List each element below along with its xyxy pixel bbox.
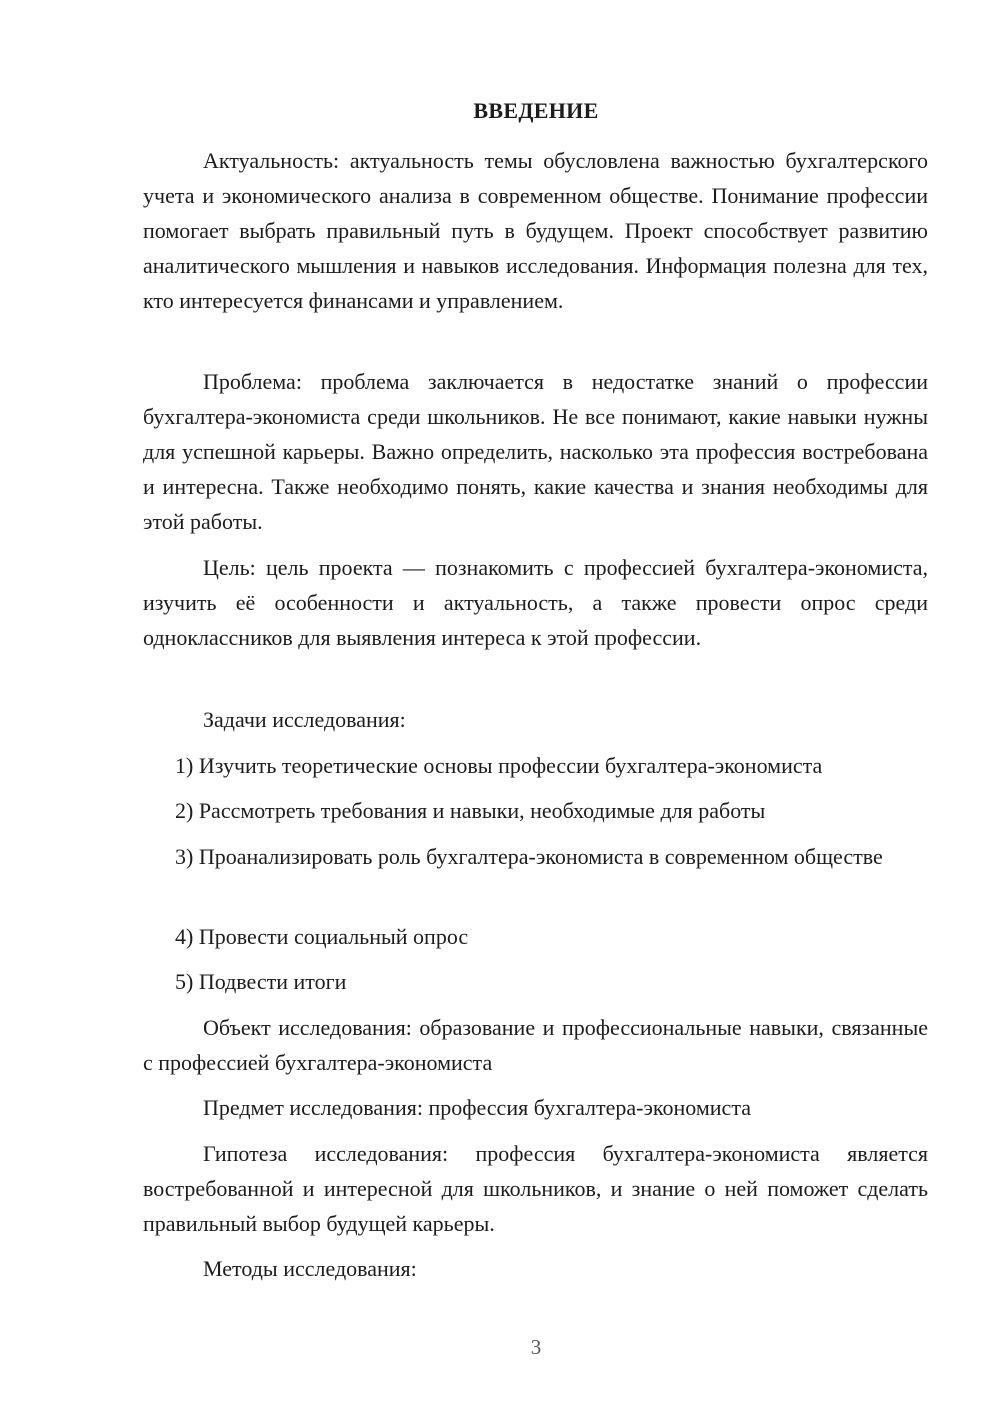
paragraph-methods-heading: Методы исследования: (203, 1256, 417, 1281)
task-item-1: 1) Изучить теоретические основы профессии бухгалтера-экономиста (175, 753, 823, 778)
paragraph-tasks-heading: Задачи исследования: (203, 707, 406, 732)
paragraph-goal: Цель: цель проекта — познакомить с профессией бухгалтера-экономиста, изучить её особенности и актуальность, а также провести опрос среди одноклассников для выявления интереса к этой профессии. (143, 555, 928, 650)
paragraph-relevance: Актуальность: актуальность темы обусловлена важностью бухгалтерского учета и экономического анализа в современном обществе. Понимание профессии помогает выбрать правильный путь в будущем. Проект способствует развитию аналитического мышления и навыков исследования. Информация полезна для тех, кто интересуется финансами и управлением. (143, 148, 928, 313)
paragraph-subject: Предмет исследования: профессия бухгалтера-экономиста (203, 1095, 751, 1120)
task-item-5: 5) Подвести итоги (175, 969, 347, 994)
task-item-2: 2) Рассмотреть требования и навыки, необходимые для работы (175, 798, 766, 823)
task-item-4: 4) Провести социальный опрос (175, 924, 469, 949)
task-item-3: 3) Проанализировать роль бухгалтера-экономиста в современном обществе (175, 844, 883, 869)
page-number: 3 (530, 1335, 542, 1359)
paragraph-problem: Проблема: проблема заключается в недостатке знаний о профессии бухгалтера-экономиста среди школьников. Не все понимают, какие навыки нужны для успешной карьеры. Важно определить, насколько эта профессия востребована и интересна. Также необходимо понять, какие качества и знания необходимы для этой работы. (143, 369, 928, 534)
paragraph-hypothesis: Гипотеза исследования: профессия бухгалтера-экономиста является востребованной и интересной для школьников, и знание о ней поможет сделать правильный выбор будущей карьеры. (143, 1141, 928, 1236)
page-title: ВВЕДЕНИЕ (473, 98, 599, 123)
paragraph-object: Объект исследования: образование и профессиональные навыки, связанные с профессией бухгалтера-экономиста (143, 1015, 928, 1075)
